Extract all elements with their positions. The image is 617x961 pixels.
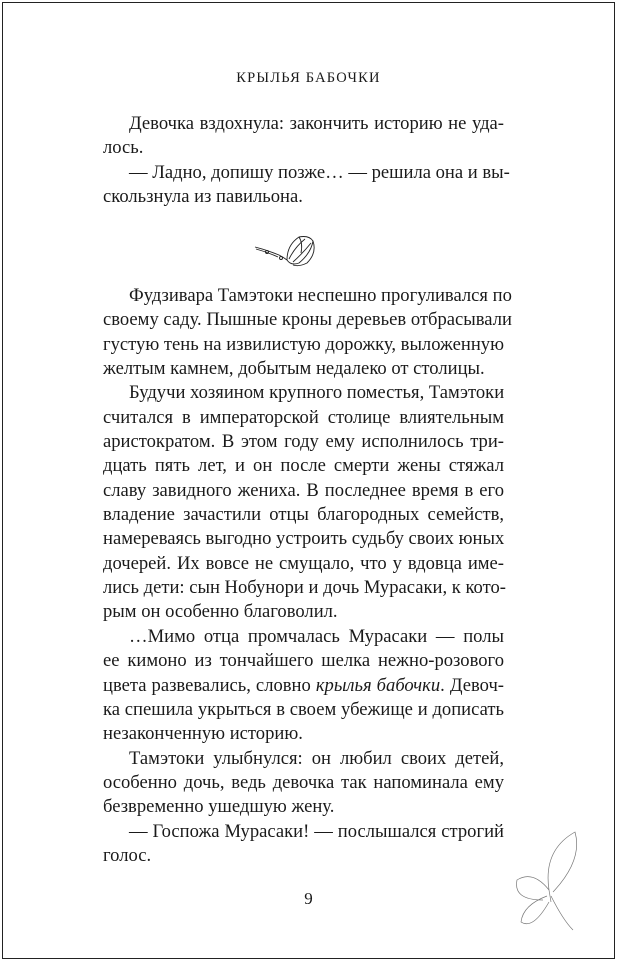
text-line: считался в императорской столице влиятельным	[103, 406, 504, 428]
text-line: ее кимоно из тончайшего шелка нежно-розового	[103, 650, 504, 672]
italic-phrase: крылья бабочки	[315, 674, 441, 696]
text-line: …Мимо отца промчалась Мурасаки — полы	[129, 625, 504, 647]
text-line: безвременно ушедшую жену.	[103, 796, 335, 818]
text-line: особенно дочь, ведь девочка так напоминала ему	[103, 771, 504, 793]
text-line: аристократом. В этом году ему исполнилось три-	[103, 431, 504, 453]
text-line: голос.	[103, 844, 152, 866]
text-line: рым он особенно благоволил.	[103, 601, 338, 623]
text-segment: . Девоч-	[440, 674, 504, 696]
text-line: густую тень на извилистую дорожку, выложенную	[103, 333, 504, 355]
text-line: дцать пять лет, и он после смерти жены стяжал	[103, 455, 504, 477]
text-line: ка спешила укрыться в своем убежище и дописать	[103, 698, 504, 720]
text-line: — Ладно, допишу позже… — решила она и вы-	[129, 161, 510, 183]
page-number: 9	[304, 889, 313, 908]
text-line: — Госпожа Мурасаки! — послышался строгий	[129, 820, 504, 842]
text-line: лись дети: сын Нобунори и дочь Мурасаки, к кото-	[103, 577, 506, 599]
text-block-before-break	[103, 112, 510, 209]
text-line: лось.	[103, 137, 144, 159]
text-line: славу завидного жениха. В последнее время в его	[103, 479, 504, 501]
text-line: Фудзивара Тамэтоки неспешно прогуливался по	[129, 285, 512, 306]
text-line: желтым камнем, добытым недалеко от столицы.	[103, 358, 485, 380]
text-line	[103, 674, 504, 698]
text-line: Девочка вздохнула: закончить историю не уда-	[129, 113, 504, 134]
text-line: дочерей. Их вовсе не смущало, что у вдовца име-	[103, 552, 504, 574]
text-line: владение зачастили отцы благородных семейств,	[103, 504, 504, 526]
butterfly-sketch-icon	[513, 830, 585, 935]
text-segment: цвета развевались, словно	[103, 674, 316, 696]
text-line: скользнула из павильона.	[103, 186, 303, 208]
text-line: своему саду. Пышные кроны деревьев отбрасывали	[103, 309, 512, 331]
text-line: Будучи хозяином крупного поместья, Тамэтоки	[129, 382, 505, 404]
text-line: незаконченную историю.	[103, 723, 303, 745]
text-line: Тамэтоки улыбнулся: он любил своих детей,	[129, 747, 504, 769]
text-block-main	[103, 284, 512, 868]
text-line: намереваясь выгодно устроить судьбу своих юных	[103, 528, 505, 550]
magnolia-branch-ornament	[253, 233, 319, 271]
running-head: КРЫЛЬЯ БАБОЧКИ	[236, 70, 381, 86]
